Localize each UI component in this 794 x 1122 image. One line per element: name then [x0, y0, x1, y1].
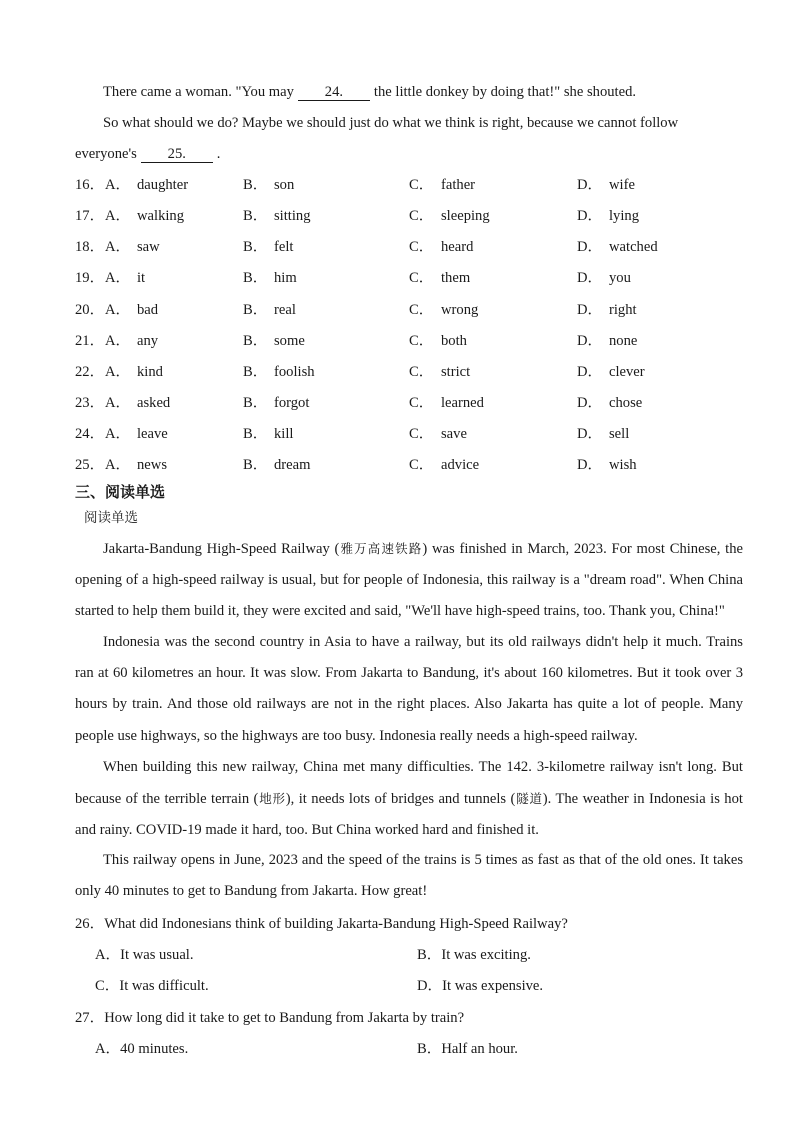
option-letter: D．	[577, 239, 603, 256]
passage-paragraph-2: Indonesia was the second country in Asia to have a railway, but its old railways didn't help it much. Trains ran at 60 kilometres an hour. It was slow. From Jakarta to Bandung, it's about 160 kilometres. But it took over 3 hours by train. And those old railways are not in the right places. Also Jakarta has quite a lot of people. Many people use highways, so the highways are too busy. Indonesia really needs a high-speed railway.	[75, 634, 743, 744]
option-d[interactable]: sell	[609, 426, 630, 443]
option-letter: B．	[243, 208, 268, 225]
question-number: 17．	[75, 208, 105, 225]
option-c[interactable]: advice	[441, 457, 480, 474]
option-d[interactable]: you	[609, 270, 631, 287]
option-a[interactable]: leave	[137, 426, 168, 443]
passage-paragraph-1	[75, 533, 743, 628]
option-letter: C．	[409, 177, 434, 193]
option-c[interactable]: learned	[441, 395, 484, 412]
option-letter: C．	[409, 270, 434, 287]
option-letter: C．	[409, 239, 434, 256]
option-letter: A．	[105, 395, 131, 412]
option-row	[0, 394, 794, 412]
passage-text-cjk: 地形	[258, 791, 286, 807]
subsection-title: 阅读单选	[84, 510, 138, 526]
option-letter: C．	[409, 457, 434, 474]
option-letter: B．	[243, 239, 268, 256]
option-row	[0, 425, 794, 443]
option-b[interactable]: him	[274, 270, 297, 287]
option-letter: A．	[105, 208, 131, 225]
option-a[interactable]: asked	[137, 395, 171, 412]
option-letter: A．	[105, 270, 131, 287]
option-letter: D．	[577, 301, 603, 318]
option-d[interactable]: wish	[609, 457, 637, 474]
option-row	[0, 269, 794, 287]
option-letter: C．	[409, 301, 434, 318]
option-c[interactable]: strict	[441, 363, 471, 380]
question-27-option-b[interactable]: B．Half an hour.	[417, 1041, 518, 1057]
cloze-text: everyone's	[75, 146, 137, 162]
option-d[interactable]: clever	[609, 363, 645, 380]
option-letter: D．	[577, 332, 603, 349]
option-a[interactable]: any	[137, 332, 159, 349]
option-letter: D．	[577, 208, 603, 225]
question-number: 21．	[75, 332, 105, 349]
passage-text-cjk: 隧道	[515, 791, 543, 807]
passage-text: Jakarta-Bandung High-Speed Railway (	[103, 541, 340, 557]
option-letter: C．	[409, 426, 434, 443]
option-letter: C．	[409, 332, 434, 349]
option-b[interactable]: son	[274, 177, 295, 193]
option-letter: B．	[243, 301, 268, 318]
passage-text: When building this new railway, China met many difficulties. The 142. 3-kilometre railway isn't long. But because of the terrible terrain (	[75, 759, 743, 808]
option-a[interactable]: bad	[137, 301, 159, 318]
option-letter: D．	[577, 395, 603, 412]
option-a[interactable]: it	[137, 270, 146, 287]
option-b[interactable]: forgot	[274, 395, 310, 412]
option-letter: A．	[105, 239, 131, 256]
question-26-stem: 26．What did Indonesians think of building Jakarta-Bandung High-Speed Railway?	[75, 916, 568, 932]
question-number: 25．	[75, 457, 105, 474]
option-b[interactable]: dream	[274, 457, 311, 474]
option-row	[0, 207, 794, 225]
option-d[interactable]: wife	[609, 177, 635, 193]
question-number: 18．	[75, 239, 105, 256]
option-row	[0, 363, 794, 381]
blank-24: 24.	[298, 84, 370, 101]
option-letter: D．	[577, 177, 603, 193]
option-letter: B．	[243, 177, 268, 193]
option-letter: B．	[243, 270, 268, 287]
option-letter: C．	[409, 208, 434, 225]
option-a[interactable]: kind	[137, 363, 163, 380]
option-b[interactable]: real	[274, 301, 296, 318]
option-row	[0, 176, 794, 194]
option-letter: A．	[105, 301, 131, 318]
blank-25: 25.	[141, 146, 213, 163]
option-b[interactable]: felt	[274, 239, 294, 256]
passage-paragraph-3	[75, 752, 743, 847]
option-a[interactable]: news	[137, 457, 167, 474]
option-letter: B．	[243, 426, 268, 443]
question-26-option-d[interactable]: D．It was expensive.	[417, 978, 544, 994]
option-letter: B．	[243, 457, 268, 474]
question-26-option-c[interactable]: C．It was difficult.	[95, 978, 209, 994]
option-a[interactable]: saw	[137, 239, 160, 256]
option-a[interactable]: daughter	[137, 177, 189, 193]
option-letter: B．	[243, 395, 268, 412]
option-letter: D．	[577, 426, 603, 443]
passage-text: ). The weather in Indonesia is hot and rainy. COVID-19 made it hard, too. But China worked hard and finished it.	[75, 791, 743, 839]
option-c[interactable]: both	[441, 332, 467, 349]
option-row	[0, 301, 794, 319]
cloze-line-24	[103, 83, 636, 101]
cloze-line-25	[75, 145, 220, 163]
option-letter: D．	[577, 457, 603, 474]
option-letter: A．	[105, 363, 131, 380]
question-number: 22．	[75, 363, 105, 380]
question-26-option-b[interactable]: B．It was exciting.	[417, 947, 531, 963]
cloze-text: There came a woman. "You may	[103, 84, 294, 100]
option-d[interactable]: none	[609, 332, 638, 349]
passage-text-cjk: 雅万高速铁路	[339, 541, 423, 556]
option-letter: C．	[409, 395, 434, 412]
option-row	[0, 456, 794, 474]
passage-text: ), it needs lots of bridges and tunnels (	[285, 791, 516, 808]
question-number: 16．	[75, 177, 105, 193]
question-number: 24．	[75, 426, 105, 443]
option-d[interactable]: right	[609, 301, 637, 318]
option-letter: A．	[105, 177, 131, 193]
option-c[interactable]: father	[441, 177, 476, 193]
cloze-text: .	[216, 146, 221, 162]
option-c[interactable]: heard	[441, 239, 474, 256]
option-letter: A．	[105, 457, 131, 474]
option-d[interactable]: chose	[609, 395, 643, 412]
question-number: 19．	[75, 270, 105, 287]
question-number: 20．	[75, 301, 105, 318]
option-b[interactable]: kill	[274, 426, 294, 443]
option-c[interactable]: sleeping	[441, 208, 490, 225]
question-number: 23．	[75, 395, 105, 412]
passage-paragraph-4: This railway opens in June, 2023 and the speed of the trains is 5 times as fast as that of the old ones. It takes only 40 minutes to get to Bandung from Jakarta. How great!	[75, 852, 743, 900]
question-26-option-a[interactable]: A．It was usual.	[95, 947, 194, 963]
cloze-line: So what should we do? Maybe we should just do what we think is right, because we cannot follow	[103, 115, 679, 131]
option-b[interactable]: foolish	[274, 363, 315, 380]
option-letter: B．	[243, 332, 268, 349]
option-b[interactable]: some	[274, 332, 305, 349]
option-row	[0, 238, 794, 256]
cloze-text: the little donkey by doing that!" she shouted.	[373, 84, 637, 100]
option-letter: A．	[105, 332, 131, 349]
passage-text: ) was finished in March, 2023. For most Chinese, the opening of a high-speed railway is usual, but for people of Indonesia, this railway is a "dream road". When China started to help them build it, they were excited and said, "We'll have high-speed trains, too. Thank you, China!"	[75, 541, 743, 620]
option-letter: C．	[409, 363, 434, 380]
option-letter: B．	[243, 363, 268, 380]
option-d[interactable]: lying	[609, 208, 639, 225]
section-title: 三、阅读单选	[75, 483, 166, 501]
option-c[interactable]: wrong	[441, 301, 479, 318]
option-letter: A．	[105, 426, 131, 443]
option-c[interactable]: save	[441, 426, 467, 443]
question-27-option-a[interactable]: A．40 minutes.	[95, 1041, 189, 1057]
option-row	[0, 332, 794, 350]
option-b[interactable]: sitting	[274, 208, 311, 225]
option-letter: D．	[577, 270, 603, 287]
option-d[interactable]: watched	[609, 239, 658, 256]
option-c[interactable]: them	[441, 270, 471, 287]
option-a[interactable]: walking	[137, 208, 185, 225]
option-letter: D．	[577, 363, 603, 380]
question-27-stem: 27．How long did it take to get to Bandung from Jakarta by train?	[75, 1010, 465, 1026]
